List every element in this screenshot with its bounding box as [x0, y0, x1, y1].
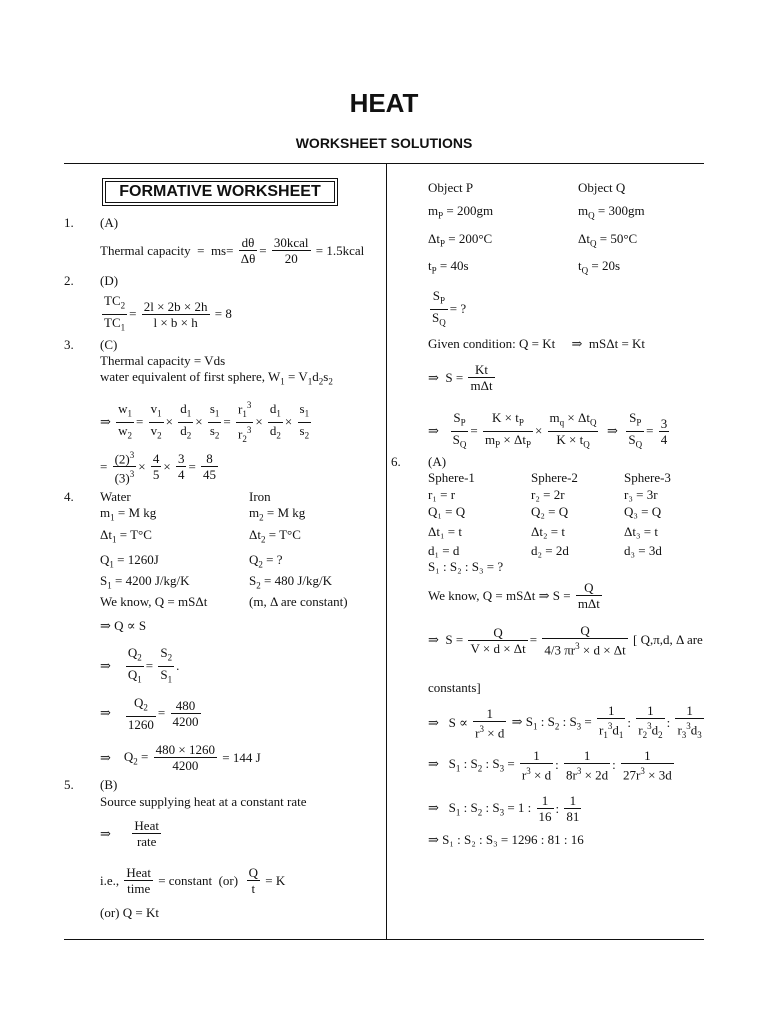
page-title: HEAT	[349, 88, 419, 118]
q3-answer: (C)	[100, 337, 118, 352]
q4-q1: $Q_1 = 1260J$	[100, 552, 159, 570]
q6-s-expr: ⇒ S = $\frac{Q}{V \times d \times \Delta t}$ = $\frac{Q}{4/3 \pi r^3 \times d \times \Delta t}$ [ Q,π,d, Δ are	[428, 623, 703, 658]
q4-m1: $m_1 = M$ kg	[100, 505, 157, 523]
s-expression: ⇒ S = $\frac{Kt}{\text{mΔt}}$	[428, 362, 493, 393]
q4-know: We know, Q = mSΔt	[100, 594, 208, 609]
q4-result: ⇒ $Q_2$ = $\frac{480 \times 1260}{4200}$ = 144 J	[100, 742, 261, 773]
sphere-cell: r₂ = 2r	[531, 487, 565, 502]
section-heading: FORMATIVE WORKSHEET	[102, 178, 338, 206]
q4-iron: Iron	[249, 489, 271, 504]
q4-sub: ⇒ $\frac{Q_2}{1260}$ = $\frac{480}{4200}$	[100, 695, 199, 732]
q6-final: ⇒ S₁ : S₂ : S₃ = 1296 : 81 : 16	[428, 832, 584, 847]
sphere-cell: Q₁ = Q	[428, 504, 466, 519]
q1-frac1: $\frac{d\theta}{\Delta\theta}$	[240, 235, 256, 266]
q4-prop: ⇒ Q ∝ S	[100, 618, 147, 633]
q3-number: 3.	[64, 337, 74, 352]
sphere-1-header: Sphere-1	[428, 470, 475, 485]
q6-answer: (A)	[428, 454, 447, 469]
q5-heat-rate: ⇒ $\frac{\text{Heat}}{\text{rate}}$	[100, 818, 159, 849]
q4-s2: $S_2 = 480$ J/kg/K	[249, 573, 332, 591]
q1-ms: ms	[210, 242, 227, 258]
s-ratio: ⇒ $\frac{S_P}{S_Q}$ = $\frac{K \times t_P}{m_P \times \Delta t_P}$ × $\frac{m_q \times \Delta t_Q}{K \times t_Q}$ ⇒ $\frac{S_P}{S_Q}$ = $\frac{3}{4}$	[428, 410, 668, 450]
q6-know: We know, Q = mSΔt ⇒ S = $\frac{Q}{\text{mΔt}}$	[428, 580, 600, 611]
q4-q2: $Q_2$ = ?	[249, 552, 283, 570]
q3-ratio: ⇒ $\frac{w_1}{w_2}$ = $\frac{v_1}{v_2}$ × $\frac{d_1}{d_2}$ × $\frac{s_1}{s_2}$ = $\frac{r_1^3}{r_2^3}$ × $\frac{d_1}{d_2}$ × $\frac{s_1}{s_2}$	[100, 400, 310, 444]
q6-proportion: ⇒ S ∝ $\frac{1}{r^3 \times d}$ ⇒ $S_1$ : $S_2$ : $S_3$ = $\frac{1}{r_1^3d_1}$ : $\frac{1}{r_2^3d_2}$ : $\frac{1}{r_3^3d_3}$	[428, 703, 702, 741]
q1-number: 1.	[64, 215, 74, 230]
time-p: $t_P = 40s$	[428, 258, 469, 276]
q4-water: Water	[100, 489, 131, 504]
sphere-2-header: Sphere-2	[531, 470, 578, 485]
time-q: $t_Q = 20s$	[578, 258, 621, 276]
q2-number: 2.	[64, 273, 74, 288]
bottom-rule	[64, 939, 704, 940]
mass-q: $m_Q = 300gm$	[578, 203, 645, 221]
q1-result: = 1.5kcal	[315, 242, 365, 258]
q4-m2: $m_2 = M$ kg	[249, 505, 306, 523]
object-q-label: Object Q	[578, 180, 626, 195]
q2-result: = 8	[214, 306, 232, 322]
given-condition: Given condition: Q = Kt ⇒ mSΔt = Kt	[428, 336, 646, 351]
ratio-question: $\frac{S_P}{S_Q}$ = ?	[432, 288, 467, 328]
q2-answer: (D)	[100, 273, 119, 288]
q4-s1: $S_1 = 4200$ J/kg/K	[100, 573, 190, 591]
q4-t2: $\Delta t_2 = T^\circ C$	[249, 527, 301, 545]
q6-number: 6.	[391, 454, 401, 469]
q4-ratio: ⇒ $\frac{Q_2}{Q_1}$ = $\frac{S_2}{S_1}$ .	[100, 645, 180, 685]
q4-const: (m, Δ are constant)	[249, 594, 348, 609]
q5-answer: (B)	[100, 777, 118, 792]
mass-p: $m_P = 200gm$	[428, 203, 494, 221]
q1-label: Thermal capacity	[100, 242, 191, 258]
q6-constants: constants]	[428, 680, 481, 695]
sphere-cell: Q₂ = Q	[531, 504, 569, 519]
sphere-cell: Δt₃ = t	[624, 524, 658, 539]
q5-number: 5.	[64, 777, 74, 792]
q5-line1: Source supplying heat at a constant rate	[100, 794, 307, 809]
q6-simplify: ⇒ $S_1$ : $S_2$ : $S_3 = 1$ : $\frac{1}{16}$ : $\frac{1}{81}$	[428, 793, 580, 824]
q5-ie: i.e., $\frac{\text{Heat}}{\text{time}}$ = constant (or) $\frac{Q}{t}$ = K	[100, 865, 286, 896]
delta-t-p: $\Delta t_P = 200^\circ C$	[428, 231, 493, 249]
q3-final: = $\frac{(2)^3}{(3)^3}$ × $\frac{4}{5}$ × $\frac{3}{4}$ = $\frac{8}{45}$	[100, 450, 217, 486]
q1-answer: (A)	[100, 215, 119, 230]
sphere-cell: Δt₂ = t	[531, 524, 565, 539]
sphere-cell: Δt₁ = t	[428, 524, 462, 539]
q1-frac2: $\frac{\text{30kcal}}{20}$	[273, 235, 309, 266]
page-subtitle: WORKSHEET SOLUTIONS	[295, 135, 473, 151]
top-rule	[64, 163, 704, 164]
q5-last: (or) Q = Kt	[100, 905, 159, 920]
sphere-cell: Q₃ = Q	[624, 504, 662, 519]
q4-number: 4.	[64, 489, 74, 504]
q1-equation: Thermal capacity = ms= $\frac{d\theta}{\Delta\theta}$ = $\frac{\text{30kcal}}{20}$ = 1.5kcal	[100, 235, 365, 266]
sphere-3-header: Sphere-3	[624, 470, 671, 485]
sphere-cell: r₁ = r	[428, 487, 456, 502]
q4-t1: $\Delta t_1 = T^\circ C$	[100, 527, 152, 545]
sphere-cell: d₃ = 3d	[624, 543, 662, 558]
sphere-cell: d₁ = d	[428, 543, 460, 558]
object-p-label: Object P	[428, 180, 474, 195]
q6-substitute: ⇒ $S_1$ : $S_2$ : $S_3$ = $\frac{1}{r^3 \times d}$ : $\frac{1}{8r^3 \times 2d}$ : $\frac{1}{27r^3 \times 3d}$	[428, 748, 672, 783]
q3-line2: water equivalent of first sphere, $W_1 = V_1d_2s_2$	[100, 369, 333, 387]
sphere-cell: d₂ = 2d	[531, 543, 569, 558]
q3-line1: Thermal capacity = Vds	[100, 353, 226, 368]
q2-equation: $\frac{TC_2}{TC_1}$ = $\frac{2l \times 2b \times 2h}{l \times b \times h}$ = 8	[104, 293, 232, 333]
sphere-cell: r₃ = 3r	[624, 487, 658, 502]
column-divider	[386, 163, 387, 940]
q6-ask: S₁ : S₂ : S₃ = ?	[428, 559, 504, 574]
delta-t-q: $\Delta t_Q = 50^\circ C$	[578, 231, 638, 249]
